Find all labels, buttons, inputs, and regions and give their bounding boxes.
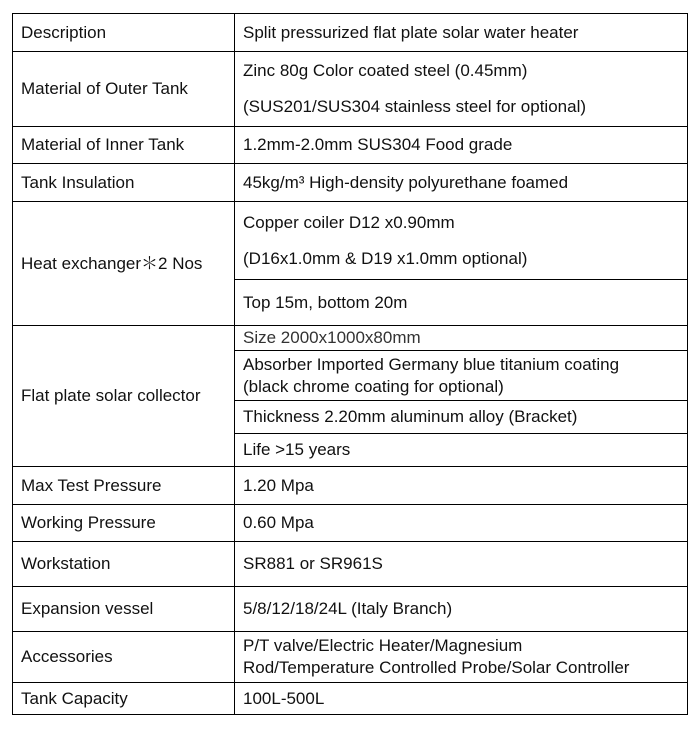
- table-row: [13, 52, 688, 127]
- table-row: [13, 683, 688, 715]
- row-label: Material of Outer Tank: [13, 52, 235, 127]
- row-value: (SUS201/SUS304 stainless steel for optional): [243, 97, 587, 116]
- row-value: 1.2mm-2.0mm SUS304 Food grade: [235, 127, 688, 164]
- row-label: Description: [13, 14, 235, 52]
- row-value: Size 2000x1000x80mm: [235, 326, 688, 351]
- row-label: Expansion vessel: [13, 587, 235, 632]
- row-value: Absorber Imported Germany blue titanium coating: [243, 354, 620, 374]
- table-row: [13, 164, 688, 202]
- row-value: Thickness 2.20mm aluminum alloy (Bracket): [235, 401, 688, 434]
- row-label: Flat plate solar collector: [13, 326, 235, 467]
- row-value: Zinc 80g Color coated steel (0.45mm): [243, 61, 528, 80]
- row-value: 1.20 Mpa: [235, 467, 688, 505]
- row-label: Working Pressure: [13, 505, 235, 542]
- row-value: Top 15m, bottom 20m: [235, 280, 688, 326]
- row-value: 100L-500L: [235, 683, 688, 715]
- specification-table: [12, 13, 688, 715]
- row-value-group: [235, 351, 688, 401]
- row-label: Tank Capacity: [13, 683, 235, 715]
- row-value: (black chrome coating for optional): [243, 376, 504, 396]
- table-row: [13, 542, 688, 587]
- table-row: [13, 202, 688, 280]
- table-row: [13, 467, 688, 505]
- row-value: Rod/Temperature Controlled Probe/Solar Controller: [243, 658, 630, 677]
- row-value: 45kg/m³ High-density polyurethane foamed: [235, 164, 688, 202]
- row-value: (D16x1.0mm & D19 x1.0mm optional): [243, 248, 528, 268]
- row-label: Accessories: [13, 632, 235, 683]
- table-row: [13, 14, 688, 52]
- row-label: Workstation: [13, 542, 235, 587]
- table-row: [13, 326, 688, 351]
- row-label: Heat exchanger＊2 Nos: [13, 202, 235, 326]
- row-value: Life >15 years: [235, 434, 688, 467]
- table-row: [13, 127, 688, 164]
- row-value: P/T valve/Electric Heater/Magnesium: [243, 636, 523, 655]
- row-value: 0.60 Mpa: [235, 505, 688, 542]
- row-value: 5/8/12/18/24L (Italy Branch): [235, 587, 688, 632]
- row-label: Tank Insulation: [13, 164, 235, 202]
- row-value: Copper coiler D12 x0.90mm: [243, 212, 455, 232]
- row-value-group: [235, 202, 688, 280]
- row-label: Max Test Pressure: [13, 467, 235, 505]
- table-row: [13, 587, 688, 632]
- table-row: [13, 632, 688, 683]
- table-row: [13, 505, 688, 542]
- row-label: Material of Inner Tank: [13, 127, 235, 164]
- row-value: Split pressurized flat plate solar water heater: [235, 14, 688, 52]
- row-value-group: [235, 632, 688, 683]
- row-value: SR881 or SR961S: [235, 542, 688, 587]
- row-value-group: [235, 52, 688, 127]
